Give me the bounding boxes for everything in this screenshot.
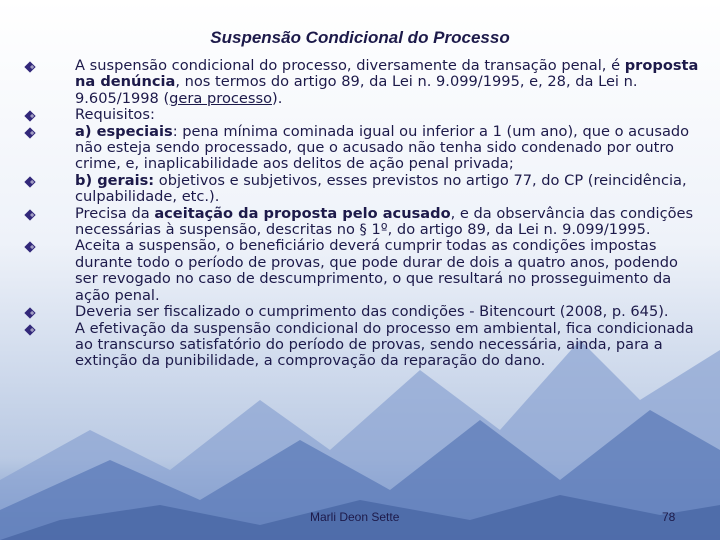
bullet-item (24, 173, 704, 206)
bullet-text: a) especiais (75, 122, 173, 140)
diamond-bullet-icon (24, 127, 35, 138)
bullet-text: , e da observância das condições necessárias à suspensão, descritas no § 1º, do artigo 89, da Lei n. 9.099/1995. (75, 204, 694, 239)
bullet-text: proposta na denúncia (75, 57, 699, 91)
diamond-bullet-icon (24, 307, 35, 318)
bullet-text: Precisa da (75, 204, 155, 222)
footer-author: Marli Deon Sette (310, 510, 400, 524)
bullet-text: b) gerais: (75, 171, 155, 189)
bullet-text: objetivos e subjetivos, esses previstos no artigo 77, do CP (reincidência, culpabilidade, etc.). (75, 171, 687, 206)
bullet-item (24, 206, 704, 239)
bullet-text: : pena mínima cominada igual ou inferior a 1 (um ano), que o acusado não esteja sendo processado, que o acusado não tenha sido condenado por outro crime, e, inaplicabilidade aos delitos de ação penal privada; (75, 122, 690, 173)
bullet-text: A suspensão condicional do processo, diversamente da transação penal, é (75, 57, 625, 74)
diamond-bullet-icon (24, 111, 35, 122)
bullet-text: Requisitos: (75, 106, 155, 124)
bullet-text: , nos termos do artigo 89, da Lei n. 9.099/1995, e, 28, da Lei n. 9.605/1998 ( (75, 73, 638, 107)
bullet-text: aceitação da proposta pelo acusado (154, 204, 451, 222)
diamond-bullet-icon (24, 209, 35, 220)
diamond-bullet-icon (24, 61, 35, 72)
bullet-text: A efetivação da suspensão condicional do processo em ambiental, fica condicionada ao transcurso satisfatório do período de provas, sendo necessária, ainda, para a extinção da punibilidade, a comprovação da reparação do dano. (75, 319, 694, 370)
bullet-item (24, 238, 704, 304)
bullet-list (24, 58, 704, 370)
bullet-text: gera processo (169, 89, 273, 107)
bullet-text: ). (272, 89, 283, 107)
bullet-item (24, 321, 704, 370)
bullet-item (24, 304, 704, 320)
bullet-item (24, 124, 704, 173)
bullet-item (24, 58, 704, 107)
bullet-text: Deveria ser fiscalizado o cumprimento das condições - Bitencourt (2008, p. 645). (75, 303, 669, 321)
diamond-bullet-icon (24, 242, 35, 253)
diamond-bullet-icon (24, 324, 35, 335)
diamond-bullet-icon (24, 176, 35, 187)
bullet-item (24, 107, 704, 123)
slide-title: Suspensão Condicional do Processo (210, 28, 510, 47)
page-number: 78 (662, 510, 676, 524)
bullet-text: Aceita a suspensão, o beneficiário deverá cumprir todas as condições impostas durante todo o período de provas, que pode durar de dois a quatro anos, podendo ser revogado no caso de descumprimento, o que resultará no prosseguimento da ação penal. (75, 237, 678, 304)
